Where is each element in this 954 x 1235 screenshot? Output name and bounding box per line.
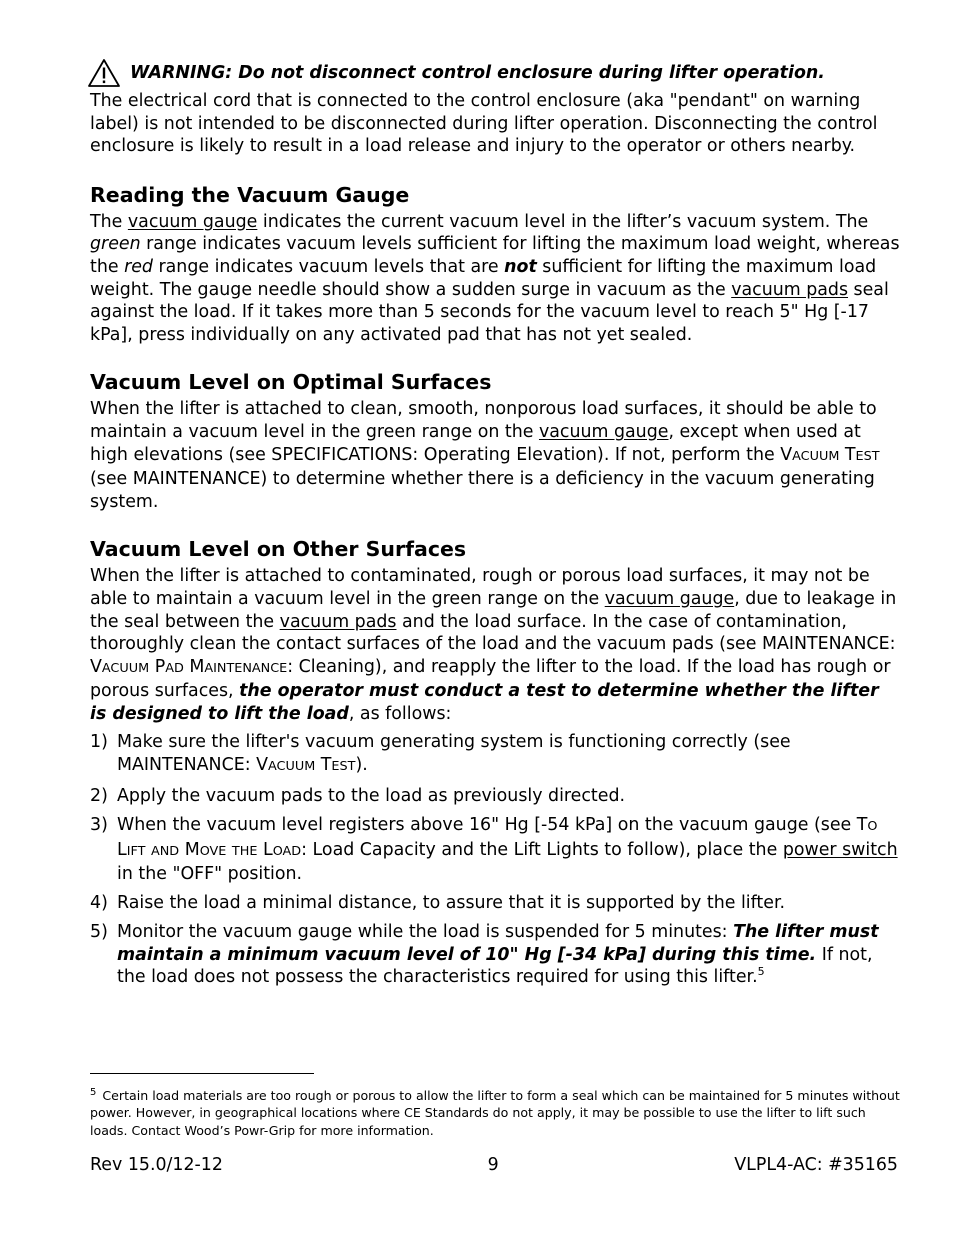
other-paragraph: When the lifter is attached to contaminated, rough or porous load surfaces, it may not be able to maintain a vacuum level in the green range on the vacuum gauge, due to leakage in the seal between the vacuum pads and the load surface. In the case of contamination, thoroughly clean the contact surfaces of the load and the vacuum pads (see MAINTENANCE: VACUUM PAD MAINTENANCE: Cleaning), and reapply the lifter to the load. If the load has rough or porous surfaces, the operator must conduct a test to determine whether the lifter is designed to lift the load, as follows: (90, 566, 897, 724)
heading-reading-vacuum-gauge: Reading the Vacuum Gauge (90, 182, 410, 207)
gauge-paragraph: The vacuum gauge indicates the current vacuum level in the lifter’s vacuum system. The green range indicates vacuum levels sufficient for lifting the maximum load weight, whereas the red range indicates vacuum levels that are not sufficient for lifting the maximum load weight. The gauge needle should show a sudden surge in vacuum as the vacuum pads seal against the load. If it takes more than 5 seconds for the vacuum level to reach 5" Hg [-17 kPa], press individually on any activated pad that has not yet sealed. (90, 211, 900, 345)
footnote: $^5$ Certain load materials are too rough or porous to allow the lifter to form a seal which can be maintained for 5 minutes without power. However, in geographical locations where CE Standards do not apply, it may be possible to use the lifter to lift such loads. Contact Wood’s Powr-Grip for more information. (90, 1086, 900, 1138)
heading-other-surfaces: Vacuum Level on Other Surfaces (90, 537, 467, 562)
procedure-steps (90, 731, 900, 989)
list-item: 2) Apply the vacuum pads to the load as previously directed. (90, 786, 626, 807)
footnote-mark: 5 (90, 1086, 97, 1098)
page-footer (90, 1155, 898, 1175)
footnote-divider (90, 1073, 314, 1074)
vacuum-gauge-link[interactable]: vacuum gauge (127, 211, 258, 232)
step-emphasis: The lifter must maintain a minimum vacuum level of 10" Hg [-34 kPa] during this time. (117, 922, 879, 965)
optimal-paragraph: When the lifter is attached to clean, smooth, nonporous load surfaces, it should be able to maintain a vacuum level in the green range on the vacuum gauge, except when used at high elevations (see SPECIFICATIONS: Operating Elevation). If not, perform the VACUUM TEST (see MAINTENANCE) to determine whether there is a deficiency in the vacuum generating system. (90, 399, 880, 512)
vacuum-gauge-link[interactable]: vacuum gauge (538, 421, 669, 442)
footnote-reference: 5 (757, 965, 765, 979)
page-content (90, 56, 900, 995)
list-item: 3) When the vacuum level registers above 16" Hg [-54 kPa] on the vacuum gauge (see TO LIFT AND MOVE THE LOAD: Load Capacity and the Lift Lights to follow), place the power switch in the "OFF" position. (90, 815, 898, 885)
power-switch-link[interactable]: power switch (782, 839, 898, 860)
warning-body: The electrical cord that is connected to the control enclosure (aka "pendant" on warning label) is not intended to be disconnected during lifter operation. Disconnecting the control enclosure is likely to result in a load release and injury to the operator or others nearby. (90, 91, 878, 157)
footer-doc-id: VLPL4-AC: #35165 (734, 1155, 898, 1175)
heading-optimal-surfaces: Vacuum Level on Optimal Surfaces (90, 370, 492, 395)
warning-title: WARNING: Do not disconnect control enclosure during lifter operation. (130, 63, 825, 83)
red-text: red (124, 256, 153, 277)
list-item: 4) Raise the load a minimal distance, to assure that it is supported by the lifter. (90, 893, 786, 914)
footer-page-number: 9 (487, 1155, 499, 1175)
warning-triangle-icon (87, 58, 121, 88)
list-item: 1) Make sure the lifter's vacuum generating system is functioning correctly (see MAINTENANCE: VACUUM TEST). (90, 732, 791, 776)
vacuum-gauge-link[interactable]: vacuum gauge (604, 588, 735, 609)
list-item: 5) Monitor the vacuum gauge while the load is suspended for 5 minutes: The lifter must maintain a minimum vacuum level of 10" Hg [-34 kPa] during this time. If not, the load does not possess the characteristics required for using this lifter.$^5$ (90, 922, 879, 988)
not-emphasis: not (504, 256, 537, 277)
warning-banner (87, 56, 900, 90)
footer-revision: Rev 15.0/12-12 (90, 1155, 223, 1175)
vacuum-pads-link[interactable]: vacuum pads (731, 279, 849, 300)
test-emphasis: the operator must conduct a test to determine whether the lifter is designed to lift the load (90, 681, 879, 724)
vacuum-pads-link[interactable]: vacuum pads (279, 611, 397, 632)
green-text: green (90, 234, 141, 255)
